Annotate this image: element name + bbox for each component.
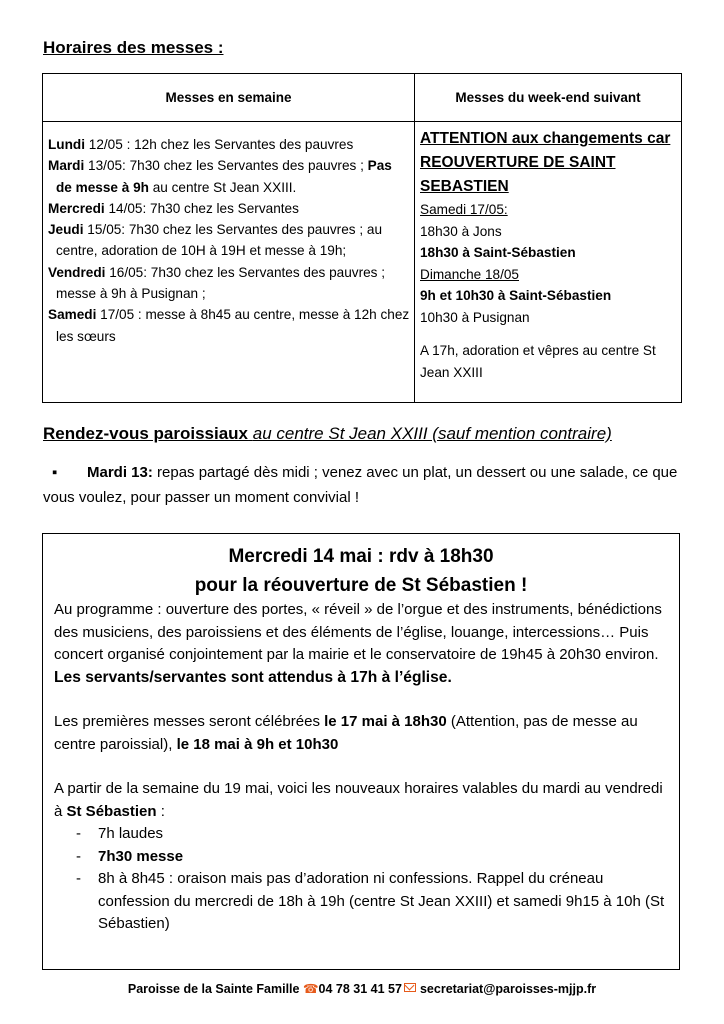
phone-number: 04 78 31 41 57 bbox=[318, 982, 402, 996]
text-run: (Attention, pas de messe au centre paroissial), bbox=[54, 713, 638, 753]
day-label: Mardi bbox=[48, 158, 85, 174]
saturday-label: Samedi 17/05: bbox=[420, 202, 508, 217]
meeting-item bbox=[43, 460, 683, 510]
first-masses-paragraph bbox=[54, 711, 674, 756]
saturday-mass-1: 18h30 à Jons bbox=[420, 223, 502, 239]
mail-icon bbox=[404, 983, 416, 992]
entry-text: 13/05: 7h30 chez les Servantes des pauvres ; bbox=[84, 158, 368, 174]
entry-bold: Pas de messe à 9h bbox=[56, 158, 392, 195]
announcement-title-line-1: Mercredi 14 mai : rdv à 18h30 bbox=[228, 546, 494, 567]
entry-text: 16/05: 7h30 chez les Servantes des pauvres ; messe à 9h à Pusignan ; bbox=[56, 264, 386, 302]
new-schedule-list bbox=[54, 823, 674, 936]
day-label: Vendredi bbox=[48, 264, 106, 280]
list-item bbox=[54, 823, 674, 846]
phone-icon: ☎ bbox=[302, 982, 319, 996]
text-run: : bbox=[156, 802, 165, 820]
footer bbox=[0, 981, 724, 996]
dash-icon: - bbox=[76, 870, 81, 887]
list-item bbox=[54, 868, 674, 936]
day-label: Jeudi bbox=[48, 222, 84, 238]
col-header-weekday: Messes en semaine bbox=[165, 90, 292, 105]
weekday-masses bbox=[48, 134, 410, 347]
dash-icon: - bbox=[76, 847, 81, 865]
text-run: Les premières messes seront célébrées bbox=[54, 713, 325, 730]
program-paragraph: Au programme : ouverture des portes, « réveil » de l’orgue et des instruments, bénédictions des musiciens, des paroissiens et des éléments de l’église, louange, intercessions… Puis concert organisé conjointement par la mairie et le conservatoire de 19h45 à 20h30 environ. bbox=[54, 601, 662, 663]
new-schedule-paragraph bbox=[54, 778, 674, 823]
weekday-entry bbox=[48, 134, 410, 155]
text-run-bold: le 18 mai à 9h et 10h30 bbox=[176, 735, 339, 753]
saturday-mass-2: 18h30 à Saint-Sébastien bbox=[420, 245, 576, 260]
weekday-entry bbox=[48, 219, 410, 262]
list-item bbox=[54, 846, 674, 869]
entry-text: 14/05: 7h30 chez les Servantes bbox=[104, 200, 299, 216]
spacer bbox=[420, 328, 678, 340]
vespers-note: A 17h, adoration et vêpres au centre St Jean XXIII bbox=[420, 343, 656, 380]
announcement-title bbox=[43, 542, 679, 600]
meeting-text: repas partagé dès midi ; venez avec un plat, un dessert ou une salade, ce que vous voulez, pour passer un moment convivial ! bbox=[43, 464, 678, 506]
day-label: Mercredi bbox=[48, 200, 105, 216]
day-label: Samedi bbox=[48, 307, 97, 323]
heading-masses: Horaires des messes : bbox=[43, 38, 224, 57]
weekday-entry bbox=[48, 155, 410, 198]
attention-notice: ATTENTION aux changements car REOUVERTURE DE SAINT SEBASTIEN bbox=[420, 130, 671, 195]
sunday-mass-1: 9h et 10h30 à Saint-Sébastien bbox=[420, 288, 612, 303]
announcement-title-line-2: pour la réouverture de St Sébastien ! bbox=[194, 575, 528, 596]
entry-text: 15/05: 7h30 chez les Servantes des pauvres ; au centre, adoration de 10H à 19H et messe à 19h; bbox=[56, 222, 383, 259]
table-divider-horizontal bbox=[43, 121, 681, 122]
meeting-label: Mardi 13: bbox=[87, 464, 153, 481]
servers-notice: Les servants/servantes sont attendus à 17h à l’église. bbox=[54, 668, 452, 686]
sunday-label: Dimanche 18/05 bbox=[420, 266, 519, 282]
list-item-text: 7h laudes bbox=[98, 825, 164, 842]
col-header-weekend: Messes du week-end suivant bbox=[455, 90, 641, 105]
weekend-masses bbox=[420, 127, 678, 383]
day-label: Lundi bbox=[48, 137, 85, 152]
email-address[interactable]: secretariat@paroisses-mjjp.fr bbox=[419, 982, 597, 996]
text-run: A partir de la semaine du 19 mai, voici les nouveaux horaires valables du mardi au vendredi à bbox=[54, 780, 663, 820]
sunday-mass-2: 10h30 à Pusignan bbox=[420, 309, 530, 325]
weekday-entry bbox=[48, 198, 410, 219]
entry-text: 17/05 : messe à 8h45 au centre, messe à 12h chez les sœurs bbox=[56, 307, 410, 344]
spacer bbox=[54, 689, 674, 711]
spacer bbox=[54, 756, 674, 778]
list-item-text: 7h30 messe bbox=[98, 847, 184, 865]
dash-icon: - bbox=[76, 825, 81, 842]
weekday-entry bbox=[48, 262, 410, 305]
text-run-bold: St Sébastien bbox=[66, 802, 157, 820]
bullet-icon: ▪ bbox=[52, 464, 58, 481]
heading-meetings-main: Rendez-vous paroissiaux bbox=[43, 424, 249, 443]
parish-name: Paroisse de la Sainte Famille bbox=[127, 982, 303, 996]
announcement-body bbox=[54, 599, 674, 936]
heading-meetings-sub: au centre St Jean XXIII (sauf mention contraire) bbox=[252, 424, 612, 443]
table-divider-vertical bbox=[414, 74, 415, 402]
schedule-table bbox=[42, 73, 682, 403]
list-item-text: 8h à 8h45 : oraison mais pas d’adoration ni confessions. Rappel du créneau confession du mercredi de 18h à 19h (centre St Jean XXIII) et samedi 9h15 à 10h (St Sébastien) bbox=[98, 870, 665, 932]
weekday-entry bbox=[48, 304, 410, 347]
entry-text: 12/05 : 12h chez les Servantes des pauvres bbox=[85, 137, 354, 152]
entry-tail: au centre St Jean XXIII. bbox=[148, 179, 297, 195]
announcement-box bbox=[42, 533, 680, 970]
heading-meetings bbox=[43, 424, 612, 444]
text-run-bold: le 17 mai à 18h30 bbox=[324, 713, 447, 730]
